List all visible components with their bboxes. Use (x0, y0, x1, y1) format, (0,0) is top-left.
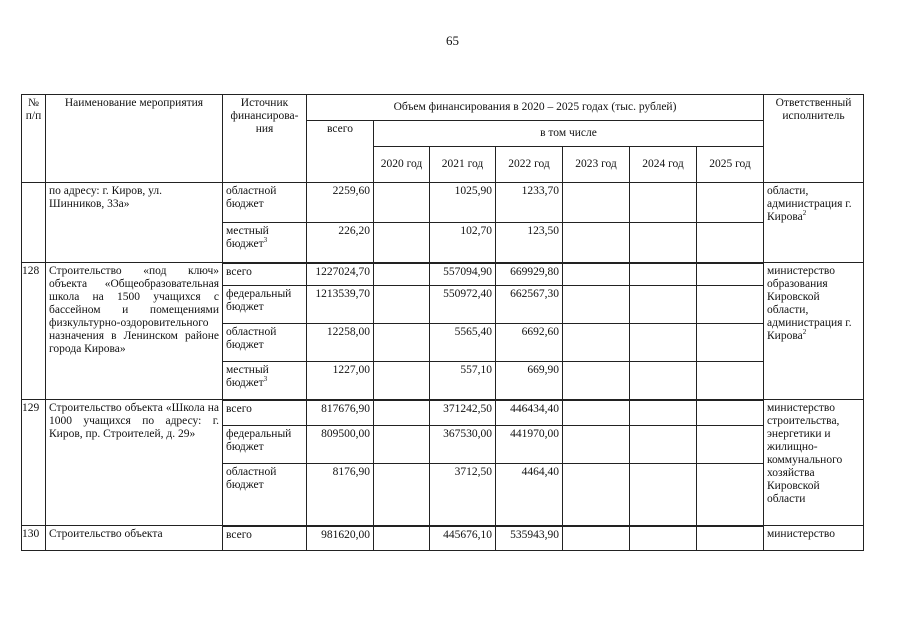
row-total: 8176,90 (307, 464, 374, 526)
row-source: областной бюджет (223, 464, 307, 526)
row-num: 130 (22, 526, 46, 551)
row-total: 981620,00 (307, 526, 374, 551)
page-number: 65 (446, 33, 459, 48)
row-num: 128 (22, 263, 46, 400)
row-source: всего (223, 526, 307, 551)
row-source: федеральный бюджет (223, 286, 307, 324)
row-y2022: 446434,40 (496, 400, 563, 426)
header-source: Источник финансирова-ния (223, 95, 307, 183)
row-y2021: 5565,40 (430, 324, 496, 362)
row-source: всего (223, 400, 307, 426)
cont-y2021: 1025,90 (430, 183, 496, 223)
row-name: Строительство «под ключ» объекта «Общеобразовательная школа на 1500 учащихся с бассейном и помещениями физкультурно-оздоровительного назначения в Ленинском районе города Кирова» (46, 263, 223, 400)
row-source: областной бюджет (223, 324, 307, 362)
cont-num (22, 183, 46, 263)
cont-total: 2259,60 (307, 183, 374, 223)
row-executor: министерство образования Кировской области, администрация г. Кирова$^2$ (764, 263, 864, 400)
cont-y2021: 102,70 (430, 223, 496, 263)
header-year-2023: 2023 год (563, 147, 630, 183)
header-volume: Объем финансирования в 2020 – 2025 годах (тыс. рублей) (307, 95, 764, 121)
header-name: Наименование мероприятия (46, 95, 223, 183)
row-y2022: 4464,40 (496, 464, 563, 526)
row-total: 1227024,70 (307, 263, 374, 286)
header-executor: Ответственный исполнитель (764, 95, 864, 183)
row-source: местный бюджет$^3$ (223, 362, 307, 400)
header-year-2020: 2020 год (374, 147, 430, 183)
financing-table (21, 94, 864, 551)
header-including: в том числе (374, 121, 764, 147)
row-total: 1227,00 (307, 362, 374, 400)
cont-executor: области, администрация г. Кирова$^2$ (764, 183, 864, 263)
row-y2021: 367530,00 (430, 426, 496, 464)
row-total: 809500,00 (307, 426, 374, 464)
header-year-2021: 2021 год (430, 147, 496, 183)
row-y2021: 371242,50 (430, 400, 496, 426)
header-year-2024: 2024 год (630, 147, 697, 183)
row-y2021: 3712,50 (430, 464, 496, 526)
row-y2022: 662567,30 (496, 286, 563, 324)
header-year-2025: 2025 год (697, 147, 764, 183)
row-num: 129 (22, 400, 46, 526)
row-name: Строительство объекта (46, 526, 223, 551)
row-y2022: 669929,80 (496, 263, 563, 286)
row-executor: министерство строительства, энергетики и жилищно-коммунального хозяйства Кировской области (764, 400, 864, 526)
cont-y2020 (374, 183, 430, 223)
cont-source: местный бюджет$^3$ (223, 223, 307, 263)
row-y2021: 557,10 (430, 362, 496, 400)
row-y2021: 445676,10 (430, 526, 496, 551)
row-y2021: 557094,90 (430, 263, 496, 286)
row-total: 1213539,70 (307, 286, 374, 324)
cont-source: областной бюджет (223, 183, 307, 223)
row-source: федеральный бюджет (223, 426, 307, 464)
cont-y2022: 123,50 (496, 223, 563, 263)
cont-name: по адресу: г. Киров, ул. Шинников, 33а» (46, 183, 223, 263)
cont-y2022: 1233,70 (496, 183, 563, 223)
row-y2022: 441970,00 (496, 426, 563, 464)
row-y2021: 550972,40 (430, 286, 496, 324)
row-y2022: 669,90 (496, 362, 563, 400)
row-name: Строительство объекта «Школа на 1000 учащихся по адресу: г. Киров, пр. Строителей, д. 29» (46, 400, 223, 526)
header-total: всего (307, 121, 374, 183)
header-num: № п/п (22, 95, 46, 183)
row-executor: министерство (764, 526, 864, 551)
row-total: 817676,90 (307, 400, 374, 426)
cont-total: 226,20 (307, 223, 374, 263)
row-total: 12258,00 (307, 324, 374, 362)
row-source: всего (223, 263, 307, 286)
row-y2022: 6692,60 (496, 324, 563, 362)
row-y2022: 535943,90 (496, 526, 563, 551)
header-year-2022: 2022 год (496, 147, 563, 183)
